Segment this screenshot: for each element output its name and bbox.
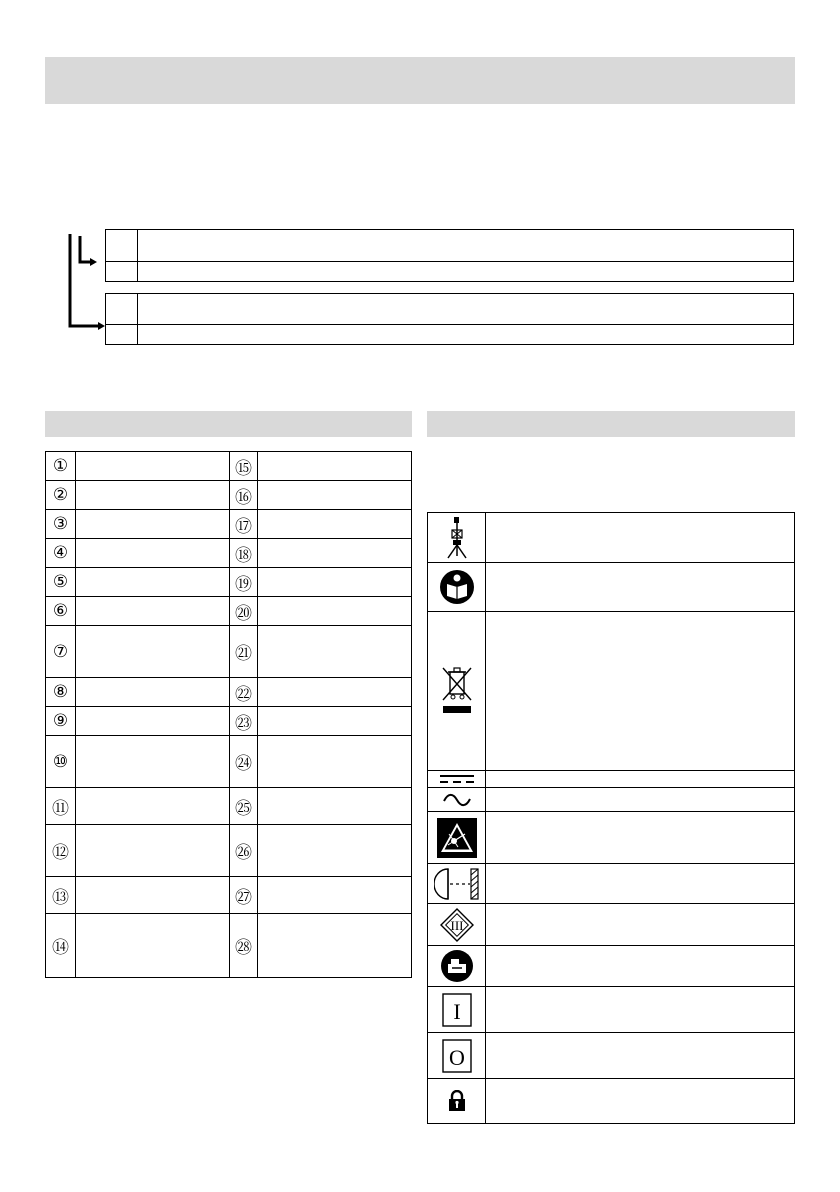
part-number-left: ② [52, 485, 69, 505]
part-number-left: ① [52, 456, 69, 476]
parts-row [46, 707, 411, 736]
symbols-table [427, 512, 795, 1124]
symbol-row [428, 771, 794, 788]
parts-row [46, 736, 411, 788]
direct-current-icon [439, 773, 475, 785]
flow-box-2 [105, 293, 794, 345]
symbol-row [428, 513, 794, 563]
parts-row [46, 510, 411, 539]
part-number-left: ⑬ [52, 887, 69, 908]
part-number-left: ⑥ [52, 601, 69, 621]
part-number-right: ㉖ [235, 843, 252, 863]
part-number-right: ㉑ [235, 644, 252, 664]
protection-class-iii-icon [440, 908, 474, 942]
parts-row [46, 481, 411, 510]
symbol-row [428, 987, 794, 1033]
part-number-left: ⑫ [52, 843, 69, 863]
symbol-row [428, 812, 794, 864]
alternating-current-icon [442, 793, 472, 807]
protection-class-label: III [450, 917, 463, 933]
symbol-row [428, 946, 794, 987]
flow-arrows [60, 228, 110, 338]
symbol-row [428, 1033, 794, 1079]
power-on-icon [441, 992, 473, 1028]
part-number-right: ㉘ [235, 938, 252, 958]
tripod-laser-icon [445, 516, 469, 560]
header-bar [45, 57, 795, 104]
part-number-left: ⑤ [52, 572, 69, 592]
part-number-right: ⑰ [235, 516, 252, 537]
part-number-left: ⑨ [52, 711, 69, 731]
symbol-row [428, 864, 794, 904]
symbols-section-bar [427, 411, 795, 437]
part-number-right: ㉓ [235, 713, 252, 734]
part-number-left: ③ [52, 514, 69, 534]
symbol-row [428, 788, 794, 812]
symbol-row [428, 904, 794, 946]
part-number-right: ⑯ [235, 487, 252, 508]
part-number-right: ⑳ [235, 603, 252, 624]
parts-table [45, 451, 412, 978]
part-number-left: ⑦ [52, 641, 69, 662]
symbol-row [428, 563, 794, 612]
parts-row [46, 626, 411, 678]
part-number-right: ㉕ [235, 798, 252, 819]
part-number-left: ⑭ [52, 938, 69, 958]
parts-row [46, 914, 411, 977]
symbol-row [428, 1079, 794, 1123]
part-number-right: ㉔ [235, 754, 252, 774]
part-number-left: ⑩ [52, 751, 69, 772]
on-label: I [452, 998, 461, 1024]
power-off-icon [441, 1038, 473, 1074]
parts-row [46, 678, 411, 707]
read-manual-icon [439, 569, 475, 605]
part-number-right: ㉒ [235, 684, 252, 705]
off-label: O [448, 1044, 465, 1070]
part-number-left: ⑧ [52, 682, 69, 702]
parts-row [46, 597, 411, 626]
symbol-row [428, 612, 794, 771]
parts-row [46, 877, 411, 914]
flow-box-1 [105, 229, 794, 282]
parts-row [46, 568, 411, 597]
weee-crossed-bin-icon [440, 666, 474, 716]
parts-section-bar [45, 411, 412, 437]
part-number-left: ④ [52, 543, 69, 563]
part-number-right: ㉗ [235, 887, 252, 908]
part-number-right: ⑱ [235, 545, 252, 566]
laser-warning-icon [437, 818, 477, 858]
parts-row [46, 788, 411, 825]
parts-row [46, 539, 411, 568]
battery-charge-icon [440, 949, 474, 983]
lock-icon [447, 1090, 467, 1112]
parts-row [46, 452, 411, 481]
laser-beam-target-icon [434, 867, 480, 901]
part-number-right: ⑮ [235, 458, 252, 479]
part-number-left: ⑪ [52, 798, 69, 819]
part-number-right: ⑲ [235, 574, 252, 595]
parts-row [46, 825, 411, 877]
